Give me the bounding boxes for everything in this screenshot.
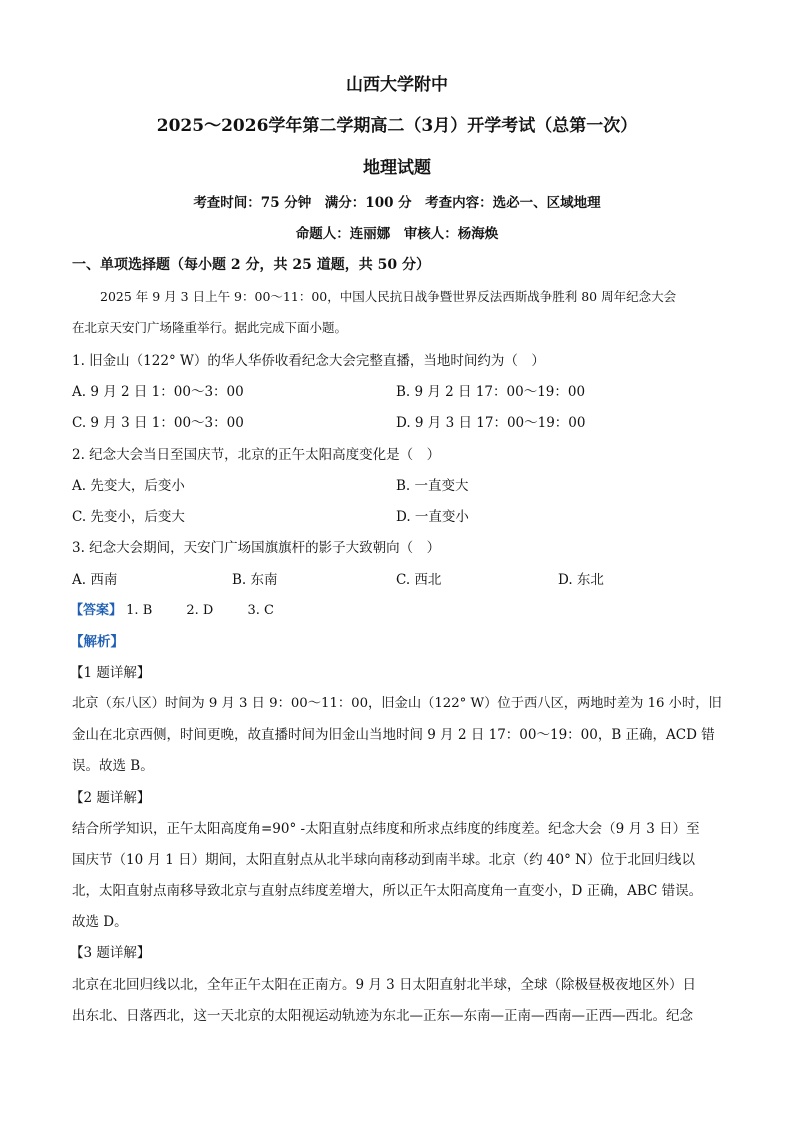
detail-heading: 【2 题详解】 (70, 790, 151, 806)
option-c: C. 先变小，后变大 (72, 509, 185, 525)
detail-line: 北京（东八区）时间为 9 月 3 日 9：00～11：00，旧金山（122° W）位于西八区，两地时差为 16 小时，旧 (72, 696, 722, 711)
detail-line: 北京在北回归线以北，全年正午太阳在正南方。9 月 3 日太阳直射北半球，全球（除极昼极夜地区外）日 (72, 977, 697, 993)
question-stem: 3. 纪念大会期间，天安门广场国旗旗杆的影子大致朝向（ ） (72, 540, 441, 556)
school-name: 山西大学附中 (346, 75, 448, 95)
option-b: B. 一直变大 (396, 478, 469, 494)
option-a: A. 先变大，后变小 (72, 478, 185, 494)
detail-line: 金山在北京西侧，时间更晚，故直播时间为旧金山当地时间 9 月 2 日 17：00～19：00，B 正确，ACD 错 (72, 727, 715, 743)
exam-info: 考查时间：75 分钟 满分：100 分 考查内容：选必一、区域地理 (193, 195, 601, 211)
option-b: B. 东南 (232, 572, 278, 588)
detail-line: 结合所学知识，正午太阳高度角=90° -太阳直射点纬度和所求点纬度的纬度差。纪念大会（9 月 3 日）至 (72, 821, 700, 837)
answer-row (70, 599, 304, 618)
subject-title: 地理试题 (363, 158, 431, 178)
intro-line: 在北京天安门广场隆重举行。据此完成下面小题。 (72, 320, 348, 335)
analysis-label: 【解析】 (70, 634, 124, 650)
answer-value: 3. C (247, 603, 274, 618)
option-d: D. 东北 (558, 572, 604, 588)
detail-line: 北，太阳直射点南移导致北京与直射点纬度差增大，所以正午太阳高度角一直变小，D 正确，ABC 错误。 (72, 883, 703, 899)
detail-heading: 【1 题详解】 (70, 665, 151, 681)
option-d: D. 一直变小 (396, 509, 469, 525)
detail-line: 故选 D。 (72, 914, 128, 930)
option-a: A. 西南 (72, 572, 118, 588)
option-a: A. 9 月 2 日 1：00～3：00 (72, 384, 244, 400)
section-heading: 一、单项选择题（每小题 2 分，共 25 道题，共 50 分） (72, 257, 430, 273)
answer-value: 2. D (186, 603, 214, 618)
answer-value: 1. B (126, 603, 153, 618)
detail-line: 出东北、日落西北，这一天北京的太阳视运动轨迹为东北—正东—东南—正南—西南—正西—西北。纪念 (72, 1008, 693, 1024)
option-b: B. 9 月 2 日 17：00～19：00 (396, 384, 586, 400)
question-stem: 2. 纪念大会当日至国庆节，北京的正午太阳高度变化是（ ） (72, 447, 441, 463)
detail-line: 国庆节（10 月 1 日）期间，太阳直射点从北半球向南移动到南半球。北京（约 40° N）位于北回归线以 (72, 852, 695, 868)
detail-line: 误。故选 B。 (72, 758, 154, 774)
option-c: C. 9 月 3 日 1：00～3：00 (72, 415, 244, 431)
exam-authors: 命题人：连丽娜 审核人：杨海焕 (295, 226, 499, 242)
detail-heading: 【3 题详解】 (70, 945, 151, 961)
answer-label: 【答案】 (70, 603, 123, 618)
option-d: D. 9 月 3 日 17：00～19：00 (396, 415, 586, 431)
option-c: C. 西北 (396, 572, 442, 588)
question-stem: 1. 旧金山（122° W）的华人华侨收看纪念大会完整直播，当地时间约为（ ） (72, 353, 545, 369)
intro-line: 2025 年 9 月 3 日上午 9：00～11：00，中国人民抗日战争暨世界反法西斯战争胜利 80 周年纪念大会 (100, 289, 677, 304)
exam-title: 2025～2026学年第二学期高二（3月）开学考试（总第一次） (156, 116, 638, 136)
